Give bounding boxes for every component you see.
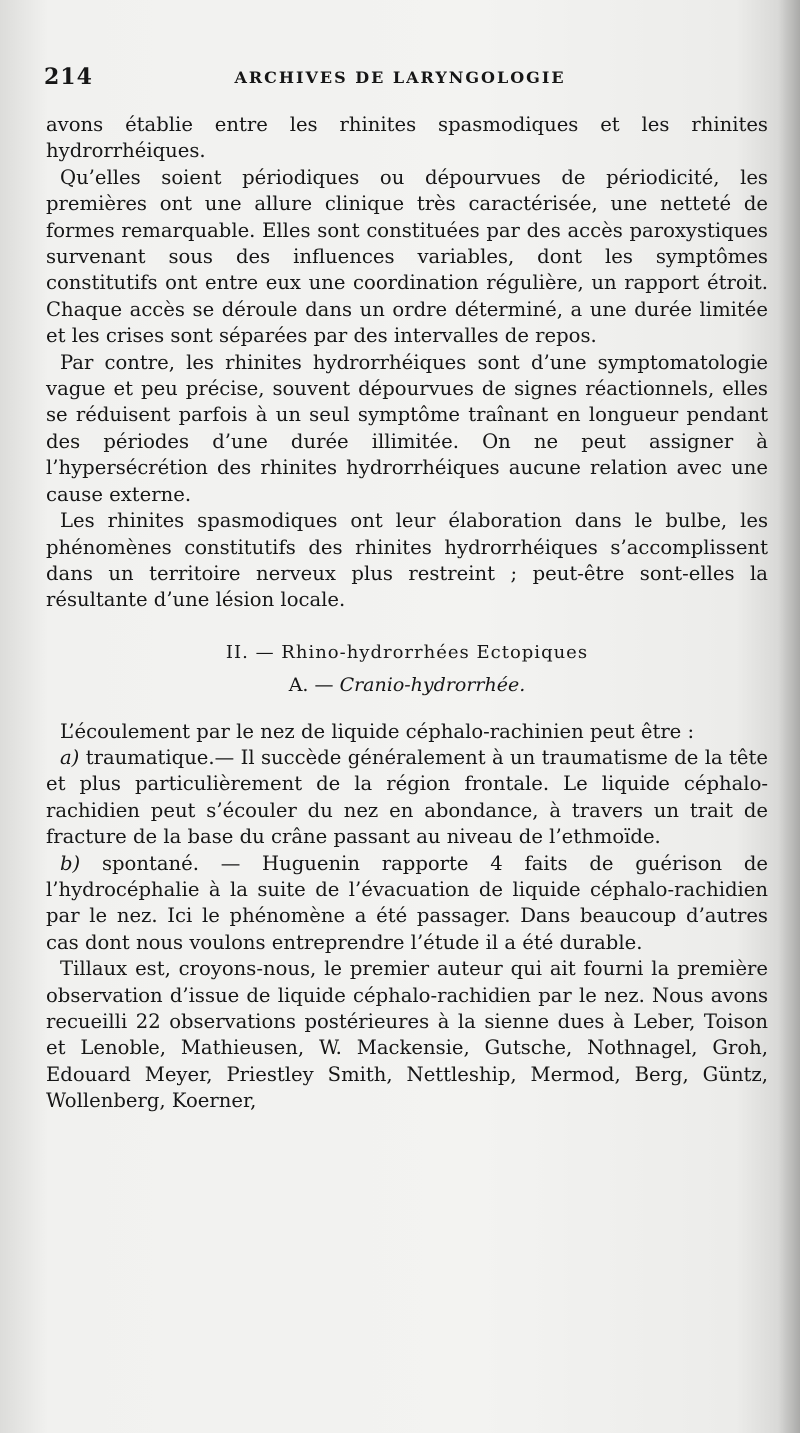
page-number: 214	[44, 64, 93, 90]
running-head	[40, 60, 760, 94]
paragraph-continuation: avons établie entre les rhinites spasmodiques et les rhinites hydrorrhéiques.	[46, 113, 768, 163]
item-text-b: spontané. — Huguenin rapporte 4 faits de guérison de l’hydrocéphalie à la suite de l’évacuation de liquide céphalo-rachidien par le nez. Ici le phénomène a été passager. Dans beaucoup d’autres cas dont nous voulons entreprendre l’étude il a été durable.	[46, 851, 768, 954]
item-letter-a: a)	[60, 745, 80, 769]
subsection-label: A. —	[288, 674, 334, 697]
list-item-traumatic	[46, 745, 768, 851]
subsection-heading	[46, 672, 768, 698]
item-letter-b: b)	[60, 851, 81, 875]
body-text	[46, 112, 768, 1115]
subsection-title: Cranio-hydrorrhée.	[339, 674, 526, 697]
list-item-spontaneous	[46, 851, 768, 957]
page-edge-shadow	[778, 0, 800, 1433]
paragraph-tillaux: Tillaux est, croyons-nous, le premier auteur qui ait fourni la première observation d’issue de liquide céphalo-rachidien par le nez. Nous avons recueilli 22 observations postérieures à la sienne dues à Leber, Toison et Lenoble, Mathieusen, W. Mackensie, Gutsche, Nothnagel, Groh, Edouard Meyer, Priestley Smith, Nettleship, Mermod, Berg, Güntz, Wollenberg, Koerner,	[46, 957, 768, 1113]
journal-title: ARCHIVES DE LARYNGOLOGIE	[234, 68, 566, 87]
paragraph-spasmodic-rhinitis: Qu’elles soient périodiques ou dépourvues de périodicité, les premières ont une allure clinique très caractérisée, une netteté de formes remarquable. Elles sont constituées par des accès paroxystiques survenant sous des influences variables, dont les symptômes constitutifs ont entre eux une coordination régulière, un rapport étroit. Chaque accès se déroule dans un ordre déterminé, a une durée limitée et les crises sont séparées par des intervalles de repos.	[46, 165, 768, 348]
paragraph-hydrorrheic-rhinitis: Par contre, les rhinites hydrorrhéiques sont d’une symptomatologie vague et peu précise, souvent dépourvues de signes réactionnels, elles se réduisent parfois à un seul symptôme traînant en longueur pendant des périodes d’une durée illimitée. On ne peut assigner à l’hypersécrétion des rhinites hydrorrhéiques aucune relation avec une cause externe.	[46, 350, 768, 506]
section-heading: II. — Rhino-hydrorrhées Ectopiques	[225, 641, 589, 663]
item-text-a: traumatique.— Il succède généralement à un traumatisme de la tête et plus particulièrement de la région frontale. Le liquide céphalo-rachidien peut s’écouler du nez en abondance, à travers un trait de fracture de la base du crâne passant au niveau de l’ethmoïde.	[46, 745, 768, 849]
paragraph-intro: L’écoulement par le nez de liquide céphalo-rachinien peut être :	[60, 719, 695, 743]
paragraph-origin: Les rhinites spasmodiques ont leur élaboration dans le bulbe, les phénomènes constitutifs des rhinites hydrorrhéiques s’accomplissent dans un territoire nerveux plus restreint ; peut-être sont-elles la résultante d’une lésion locale.	[46, 509, 768, 612]
